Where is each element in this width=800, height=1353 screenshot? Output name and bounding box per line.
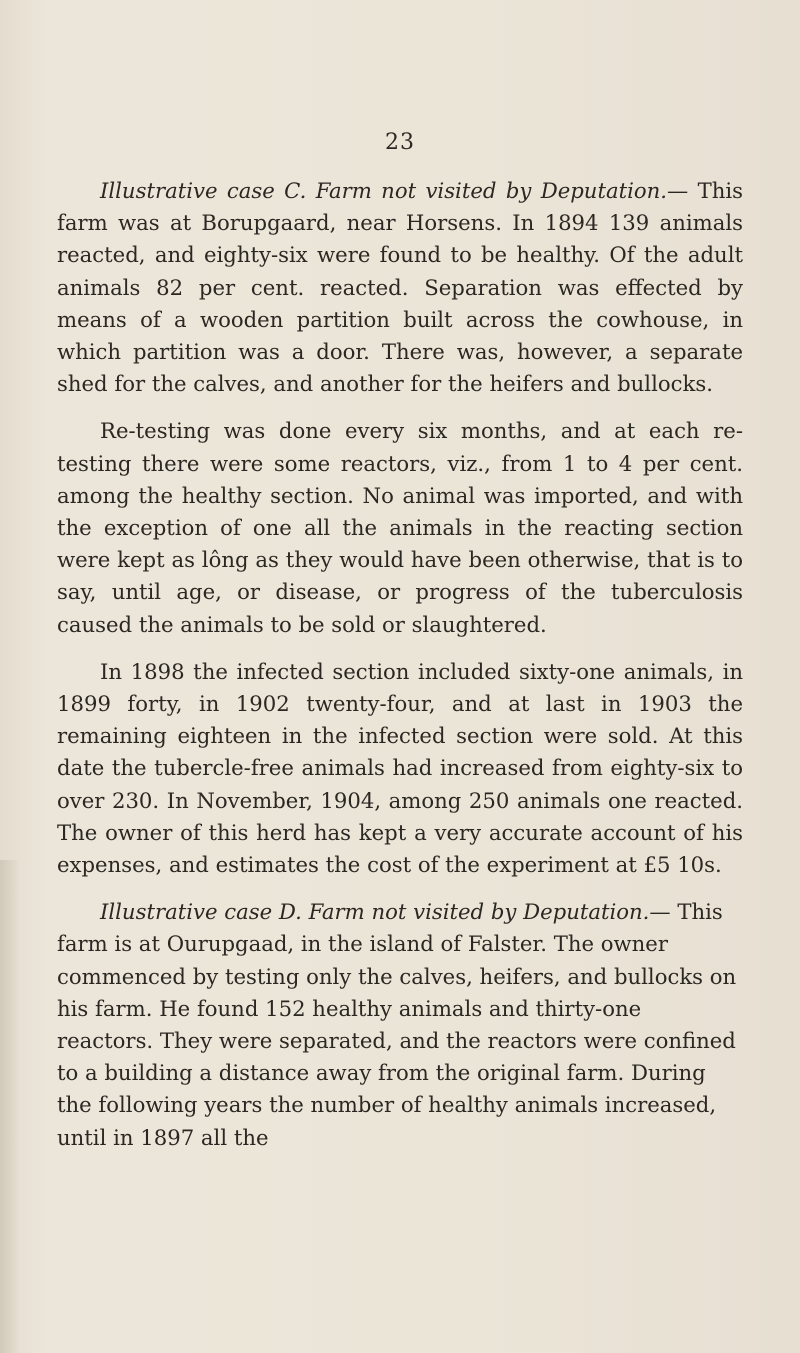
paragraph-1898 [57, 656, 743, 881]
case-d-heading: Illustrative case D. Farm not visited by Deputation. [100, 899, 650, 925]
retesting-text: Re-testing was done every six months, and at each re-testing there were some reactors, viz., from 1 to 4 per cent. among the healthy section. No animal was imported, and with the exception of one all the animals in the reacting section were kept as lông as they would have been otherwise, that is to say, until age, or disease, or progress of the tuberculosis caused the animals to be sold or slaughtered. [57, 418, 743, 637]
case-d-text: — This farm is at Ourupgaad, in the island of Falster. The owner commenced by testing only the calves, heifers, and bullocks on his farm. He found 152 healthy animals and thirty-one reactors. They were separated, and the reactors were confined to a building a distance away from the original farm. During the following years the number of healthy animals increased, until in 1897 all the [57, 899, 737, 1150]
case-c-heading: Illustrative case C. Farm not visited by Deputation. [100, 178, 668, 203]
page-number: 23 [385, 130, 415, 155]
page-body [57, 175, 743, 1169]
paragraph-case-c [57, 175, 743, 400]
paragraph-case-d [57, 896, 743, 1154]
page-edge-shadow [0, 860, 20, 1353]
case-c-text: — This farm was at Borupgaard, near Horsens. In 1894 139 animals reacted, and eighty-six were found to be healthy. Of the adult animals 82 per cent. reacted. Separation was effected by means of a wooden partition built across the cowhouse, in which partition was a door. There was, however, a separate shed for the calves, and another for the heifers and bullocks. [57, 178, 743, 397]
paragraph-retesting [57, 415, 743, 640]
infected-section-text: In 1898 the infected section included sixty-one animals, in 1899 forty, in 1902 twenty-four, and at last in 1903 the remaining eighteen in the infected section were sold. At this date the tubercle-free animals had increased from eighty-six to over 230. In November, 1904, among 250 animals one reacted. The owner of this herd has kept a very accurate account of his expenses, and estimates the cost of the experiment at £5 10s. [57, 658, 743, 878]
